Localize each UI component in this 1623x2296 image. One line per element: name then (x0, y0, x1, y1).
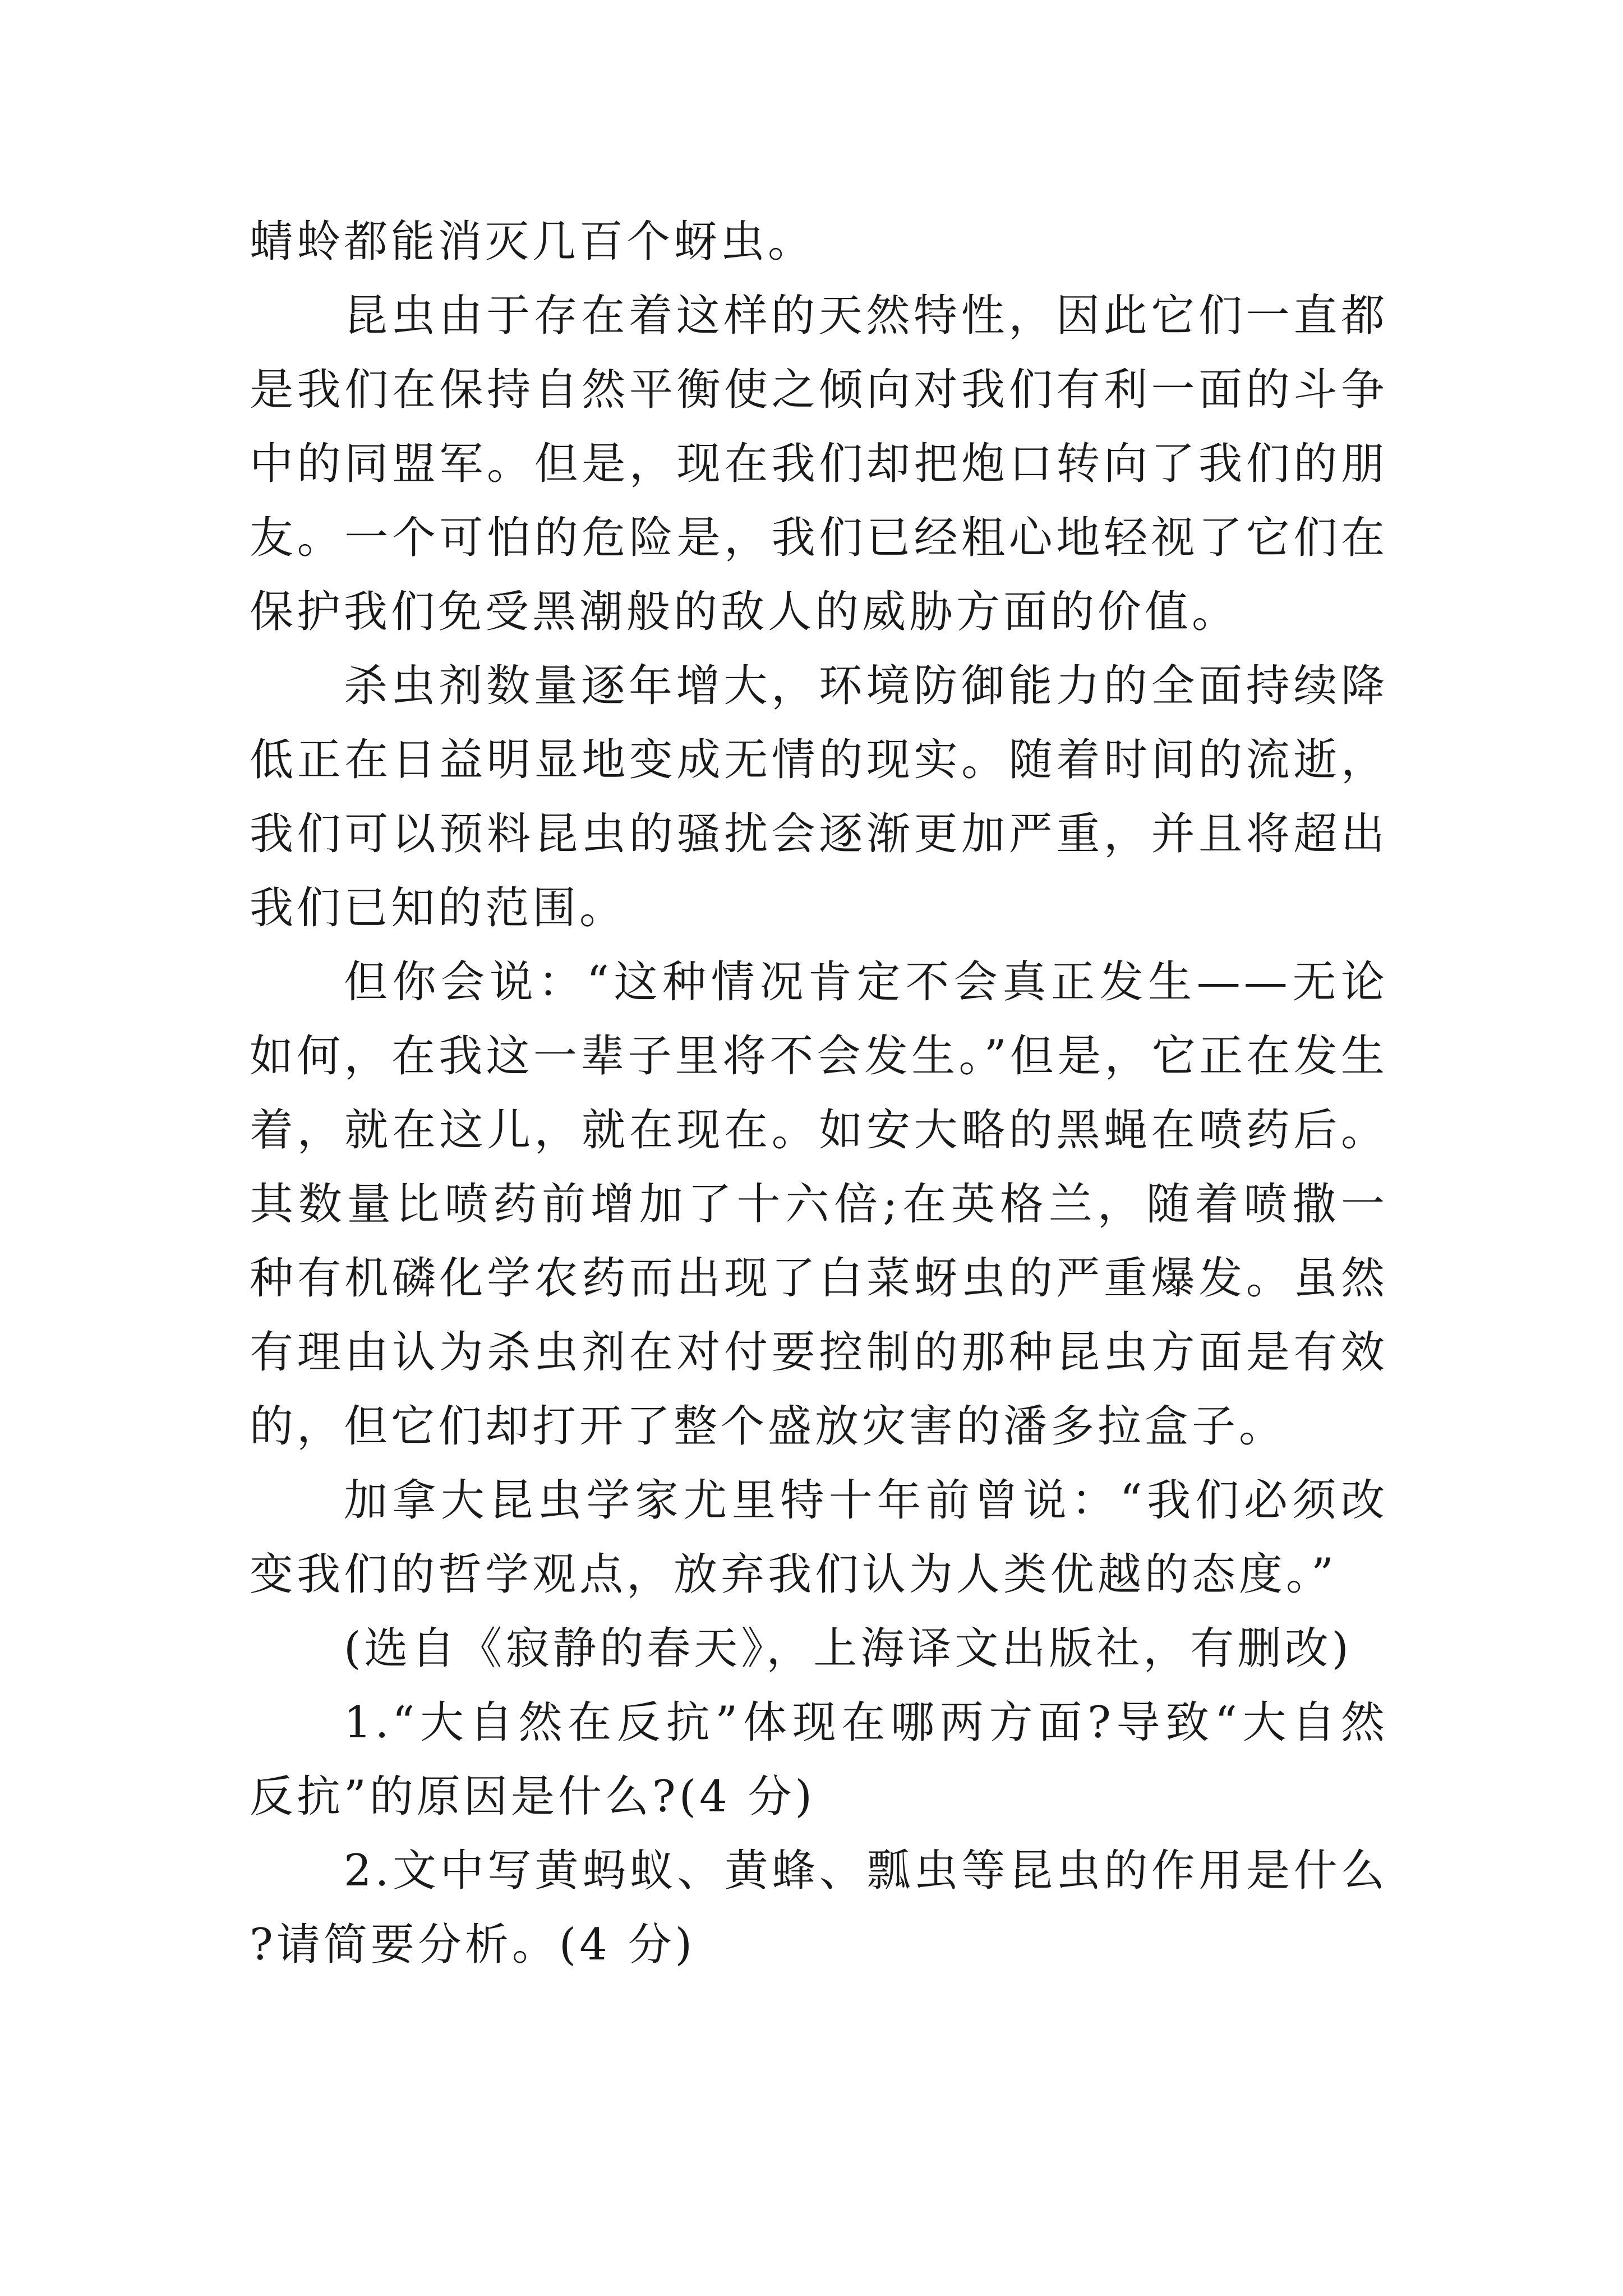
question-1: 1.“大自然在反抗”体现在哪两方面?导致“大自然反抗”的原因是什么?(4 分) (250, 1697, 1388, 1822)
document-body (250, 205, 1388, 1982)
paragraph-insect-allies: 昆虫由于存在着这样的天然特性，因此它们一直都是我们在保持自然平衡使之倾向对我们有利一面的斗争中的同盟军。但是，现在我们却把炮口转向了我们的朋友。一个可怕的危险是，我们已经粗心地轻视了它们在保护我们免受黑潮般的敌人的威胁方面的价值。 (250, 291, 1388, 637)
question-2: 2.文中写黄蚂蚁、黄蜂、瓢虫等昆虫的作用是什么?请简要分析。(4 分) (250, 1846, 1388, 1970)
paragraph-happening-now: 但你会说：“这种情况肯定不会真正发生——无论如何，在我这一辈子里将不会发生。”但是，它正在发生着，就在这儿，就在现在。如安大略的黑蝇在喷药后。其数量比喷药前增加了十六倍;在英格兰，随着喷撒一种有机磷化学农药而出现了白菜蚜虫的严重爆发。虽然有理由认为杀虫剂在对付要控制的那种昆虫方面是有效的，但它们却打开了整个盛放灾害的潘多拉盒子。 (250, 957, 1388, 1452)
paragraph-pesticide-increase: 杀虫剂数量逐年增大，环境防御能力的全面持续降低正在日益明显地变成无情的现实。随着时间的流逝，我们可以预料昆虫的骚扰会逐渐更加严重，并且将超出我们已知的范围。 (250, 661, 1388, 933)
source-citation: (选自《寂静的春天》，上海译文出版社，有删改) (344, 1623, 1352, 1674)
paragraph-continuation: 蜻蛉都能消灭几百个蚜虫。 (250, 217, 815, 267)
paragraph-quote-entomologist: 加拿大昆虫学家尤里特十年前曾说：“我们必须改变我们的哲学观点，放弃我们认为人类优越的态度。” (250, 1475, 1388, 1600)
